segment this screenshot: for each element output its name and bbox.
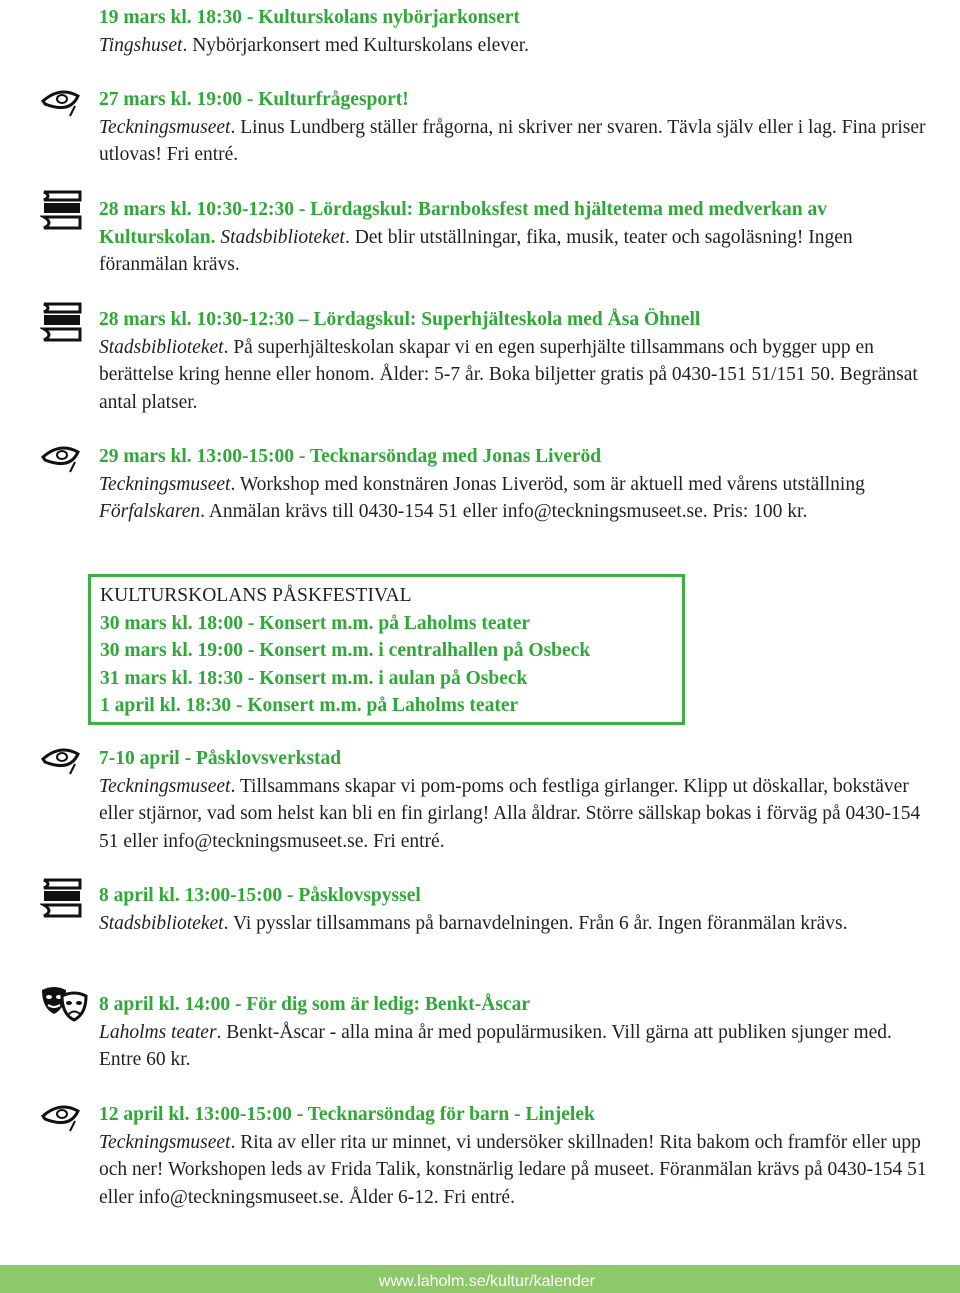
festival-heading: KULTURSKOLANS PÅSKFESTIVAL [100,585,412,606]
eye-drawing-icon [40,440,82,474]
event-title: 29 mars kl. 13:00-15:00 - Tecknarsöndag med Jonas Liveröd [99,446,602,467]
eye-drawing-icon [40,742,82,776]
event-tecknarsondag-liverod [99,443,929,526]
event-kulturfragesport [99,86,929,169]
event-venue: Laholms teater [99,1021,217,1043]
event-description: . Vi pysslar tillsammans på barnavdelningen. Från 6 år. Ingen föranmälan krävs. [223,912,848,934]
footer-url-link[interactable]: www.laholm.se/kultur/kalender [378,1273,595,1290]
event-venue: Stadsbiblioteket [220,226,345,248]
eye-drawing-icon [40,84,82,118]
event-title: 28 mars kl. 10:30-12:30 - Lördagskul: Barnboksfest med hjältetema med medverkan av Kulturskolan. [99,199,827,248]
event-title: 8 april kl. 13:00-15:00 - Påsklovspyssel [99,885,421,906]
event-title: 12 april kl. 13:00-15:00 - Tecknarsöndag för barn - Linjelek [99,1104,595,1125]
festival-line: 30 mars kl. 18:00 - Konsert m.m. på Laholms teater [100,612,531,634]
event-description: . Det blir utställningar, fika, musik, teater och sagoläsning! Ingen föranmälan krävs. [99,226,853,275]
festival-line: 1 april kl. 18:30 - Konsert m.m. på Laholms teater [100,695,519,716]
event-description: . Linus Lundberg ställer frågorna, ni skriver ner svaren. Tävla själv eller i lag. Fina priser utlovas! Fri entré. [99,116,926,165]
books-icon [40,300,84,346]
event-title: 7-10 april - Påsklovsverkstad [99,748,342,769]
event-pasklovsverkstad [99,745,929,855]
event-tecknarsondag-linjelek [99,1101,929,1211]
event-venue: Tingshuset [99,34,183,56]
event-description: . På superhjälteskolan skapar vi en egen superhjälte tillsammans och bygger upp en berättelse kring henne eller honom. Ålder: 5-7 år. Boka biljetter gratis på 0430-151 51/151 50. Begränsat antal platser. [99,336,918,413]
footer-bar [0,1265,960,1293]
theater-masks-icon [40,984,90,1024]
event-description: . Rita av eller rita ur minnet, vi undersöker skillnaden! Rita bakom och framför eller upp och ner! Workshopen leds av Frida Talik, konstnärlig ledare på museet. Föranmälan krävs på 0430-154 51 eller info@teckningsmuseet.se. Ålder 6-12. Fri entré. [99,1131,927,1208]
event-description: . Workshop med konstnären Jonas Liveröd, som är aktuell med vårens utställning [230,473,865,495]
event-venue: Stadsbiblioteket [99,912,224,934]
event-venue: Teckningsmuseet [99,116,231,138]
books-icon [40,876,84,922]
event-description-cont: . Anmälan krävs till 0430-154 51 eller info@teckningsmuseet.se. Pris: 100 kr. [200,501,808,522]
event-venue: Teckningsmuseet [99,775,231,797]
event-venue: Teckningsmuseet [99,1131,231,1153]
event-superhjalteskola [99,306,929,416]
event-title: 28 mars kl. 10:30-12:30 – Lördagskul: Superhjälteskola med Åsa Öhnell [99,309,701,330]
festival-line: 31 mars kl. 18:30 - Konsert m.m. i aulan på Osbeck [100,667,528,689]
event-pasklovspyssel [99,882,929,937]
festival-line: 30 mars kl. 19:00 - Konsert m.m. i centralhallen på Osbeck [100,640,591,661]
event-description: . Nybörjarkonsert med Kulturskolans elever. [182,34,530,56]
event-kulturskolan-konsert [99,4,929,59]
event-title: 8 april kl. 14:00 - För dig som är ledig: Benkt-Åscar [99,994,530,1015]
event-description: . Tillsammans skapar vi pom-poms och festliga girlanger. Klipp ut döskallar, bokstäver eller stjärnor, vad som helst kan bli en fin girlang! Alla åldrar. Större sällskap bokas i förväg på 0430-154 51 eller info@teckningsmuseet.se. Fri entré. [99,775,921,852]
paskfestival-box [88,574,685,725]
event-barnboksfest [99,196,929,279]
books-icon [40,188,84,234]
eye-drawing-icon [40,1099,82,1133]
event-venue: Teckningsmuseet [99,473,231,495]
event-benkt-ascar [99,991,929,1074]
exhibition-name: Förfalskaren [99,501,201,522]
event-description: . Benkt-Åscar - alla mina år med populärmusiken. Vill gärna att publiken sjunger med. Entre 60 kr. [99,1021,892,1070]
event-title: 27 mars kl. 19:00 - Kulturfrågesport! [99,89,409,110]
event-venue: Stadsbiblioteket [99,336,224,358]
event-title: 19 mars kl. 18:30 - Kulturskolans nybörjarkonsert [99,7,520,28]
